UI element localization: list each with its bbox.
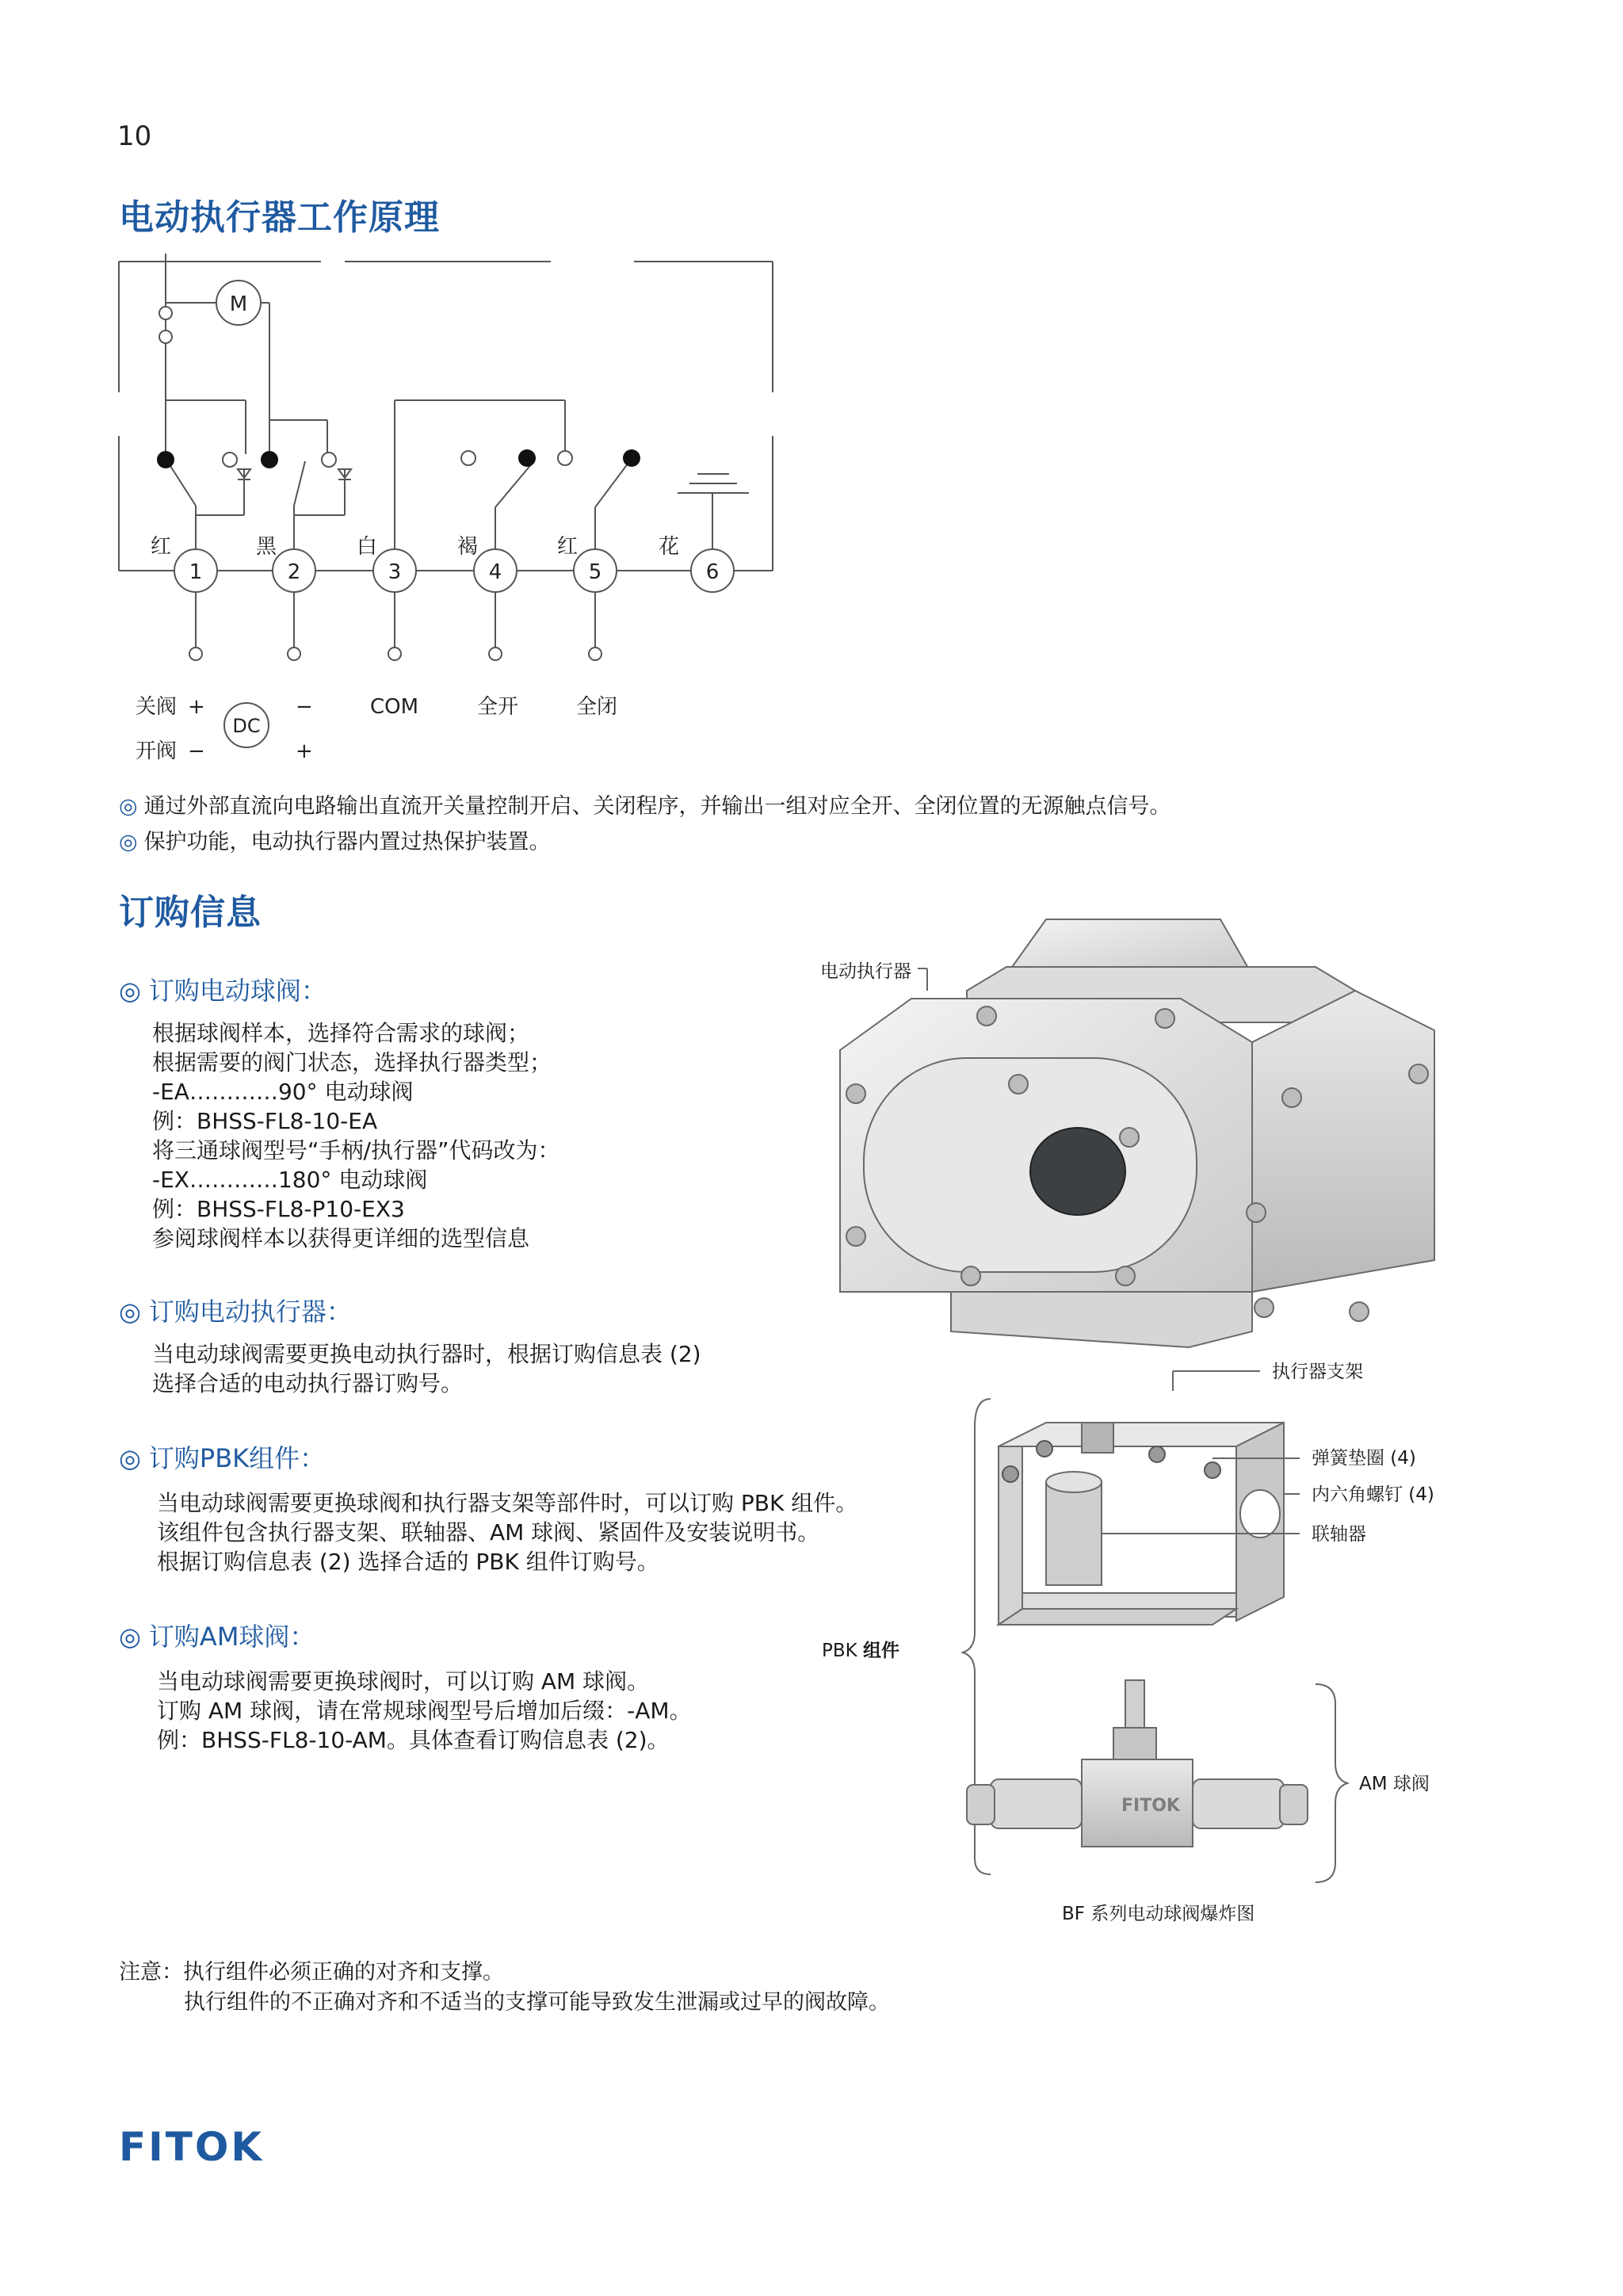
body-line: 例：BHSS-FL8-10-AM。具体查看订购信息表 (2)。 [157, 1727, 670, 1753]
ring-bullet-icon: ◎ [119, 976, 141, 1006]
actuator-label: 电动执行器 [820, 961, 911, 982]
open-valve-label: 开阀 [136, 739, 178, 763]
body-line: 当电动球阀需要更换球阀和执行器支架等部件时，可以订购 PBK 组件。 [157, 1490, 858, 1516]
pbk-label: PBK 组件 [822, 1641, 900, 1661]
order-am-valve-body [157, 1667, 692, 1755]
dc-label: DC [232, 715, 261, 737]
terminal-5-color: 红 [557, 535, 579, 559]
am-ball-valve-drawing [967, 1680, 1308, 1847]
body-line: 当电动球阀需要更换球阀时，可以订购 AM 球阀。 [157, 1668, 650, 1694]
close-valve-label: 关阀 [136, 695, 178, 719]
ring-bullet-icon: ◎ [119, 1297, 141, 1327]
section-title-ordering: 订购信息 [119, 892, 262, 933]
body-line: 该组件包含执行器支架、联轴器、AM 球阀、紧固件及安装说明书。 [157, 1519, 820, 1545]
body-line: 例：BHSS-FL8-P10-EX3 [152, 1196, 405, 1222]
ring-bullet-icon: ◎ [119, 794, 138, 819]
terminal-2-number: 2 [287, 560, 301, 584]
body-line: 根据订购信息表 (2) 选择合适的 PBK 组件订购号。 [157, 1549, 659, 1575]
order-pbk-body [157, 1488, 857, 1576]
order-actuator-heading [119, 1292, 352, 1328]
terminal-3-color: 白 [357, 535, 378, 559]
terminal-1-color: 红 [151, 535, 172, 559]
dc-plus: + [296, 739, 313, 763]
page-number: 10 [117, 120, 152, 152]
body-line: -EA…………90° 电动球阀 [152, 1079, 414, 1105]
order-ball-valve-heading [119, 971, 327, 1007]
order-ball-valve-heading-text: 订购电动球阀： [148, 976, 327, 1006]
bullet-1-text: 通过外部直流向电路输出直流开关量控制开启、关闭程序，并输出一组对应全开、全闭位置的无源触点信号。 [143, 794, 1171, 819]
terminal-5-number: 5 [588, 560, 602, 584]
dc-minus: − [296, 695, 313, 719]
wiring-diagram [115, 254, 789, 777]
note-line-2: 执行组件的不正确对齐和不适当的支撑可能导致发生泄漏或过早的阀故障。 [184, 1990, 890, 2015]
order-actuator-body [152, 1339, 701, 1398]
order-actuator-heading-text: 订购电动执行器： [148, 1297, 352, 1327]
bullet-2-text: 保护功能，电动执行器内置过热保护装置。 [143, 830, 551, 854]
am-valve-label: AM 球阀 [1359, 1774, 1430, 1794]
terminal-4-number: 4 [488, 560, 502, 584]
valve-brand-mark: FITOK [1121, 1796, 1180, 1816]
washer-label: 弹簧垫圈 (4) [1312, 1448, 1416, 1469]
body-line: 参阅球阀样本以获得更详细的选型信息 [152, 1225, 530, 1251]
body-line: 根据需要的阀门状态，选择执行器类型； [152, 1049, 552, 1075]
body-line: -EX…………180° 电动球阀 [152, 1167, 428, 1193]
body-line: 订购 AM 球阀，请在常规球阀型号后增加后缀：-AM。 [157, 1698, 692, 1724]
open-minus: − [188, 739, 205, 763]
note-line-1: 注意：执行组件必须正确的对齐和支撑。 [119, 1960, 504, 1985]
order-ball-valve-body [152, 1018, 559, 1253]
body-line: 当电动球阀需要更换电动执行器时，根据订购信息表 (2) [152, 1341, 701, 1367]
order-am-valve-heading-text: 订购AM球阀： [148, 1622, 315, 1652]
com-label: COM [370, 695, 419, 719]
figure-caption: BF 系列电动球阀爆炸图 [1062, 1904, 1255, 1924]
section-title-working-principle: 电动执行器工作原理 [119, 197, 440, 238]
close-plus: + [188, 695, 205, 719]
order-pbk-heading-text: 订购PBK组件： [148, 1443, 326, 1473]
bracket-label: 执行器支架 [1272, 1362, 1363, 1382]
terminal-6-number: 6 [705, 560, 720, 584]
ring-bullet-icon: ◎ [119, 1443, 141, 1473]
body-line: 选择合适的电动执行器订购号。 [152, 1370, 464, 1396]
screw-label: 内六角螺钉 (4) [1312, 1484, 1434, 1505]
terminal-3-number: 3 [388, 560, 402, 584]
order-pbk-heading [119, 1438, 325, 1475]
coupler-label: 联轴器 [1312, 1524, 1366, 1545]
terminal-6-color: 花 [659, 535, 680, 559]
note [119, 1958, 890, 2018]
bullet-2 [119, 824, 551, 855]
terminal-2-color: 黑 [256, 535, 277, 559]
fitok-logo: FITOK [119, 2124, 265, 2170]
bullet-1 [119, 789, 1171, 819]
exploded-view-figure [808, 904, 1522, 1934]
terminal-1-number: 1 [189, 560, 203, 584]
body-line: 将三通球阀型号“手柄/执行器”代码改为： [152, 1137, 560, 1163]
full-close-label: 全闭 [576, 695, 618, 719]
terminal-4-color: 褐 [457, 535, 479, 559]
order-am-valve-heading [119, 1617, 315, 1653]
full-open-label: 全开 [477, 695, 519, 719]
body-line: 根据球阀样本，选择符合需求的球阀； [152, 1020, 530, 1046]
ring-bullet-icon: ◎ [119, 1622, 141, 1652]
ring-bullet-icon: ◎ [119, 830, 138, 854]
body-line: 例：BHSS-FL8-10-EA [152, 1108, 378, 1134]
motor-label: M [229, 292, 248, 316]
